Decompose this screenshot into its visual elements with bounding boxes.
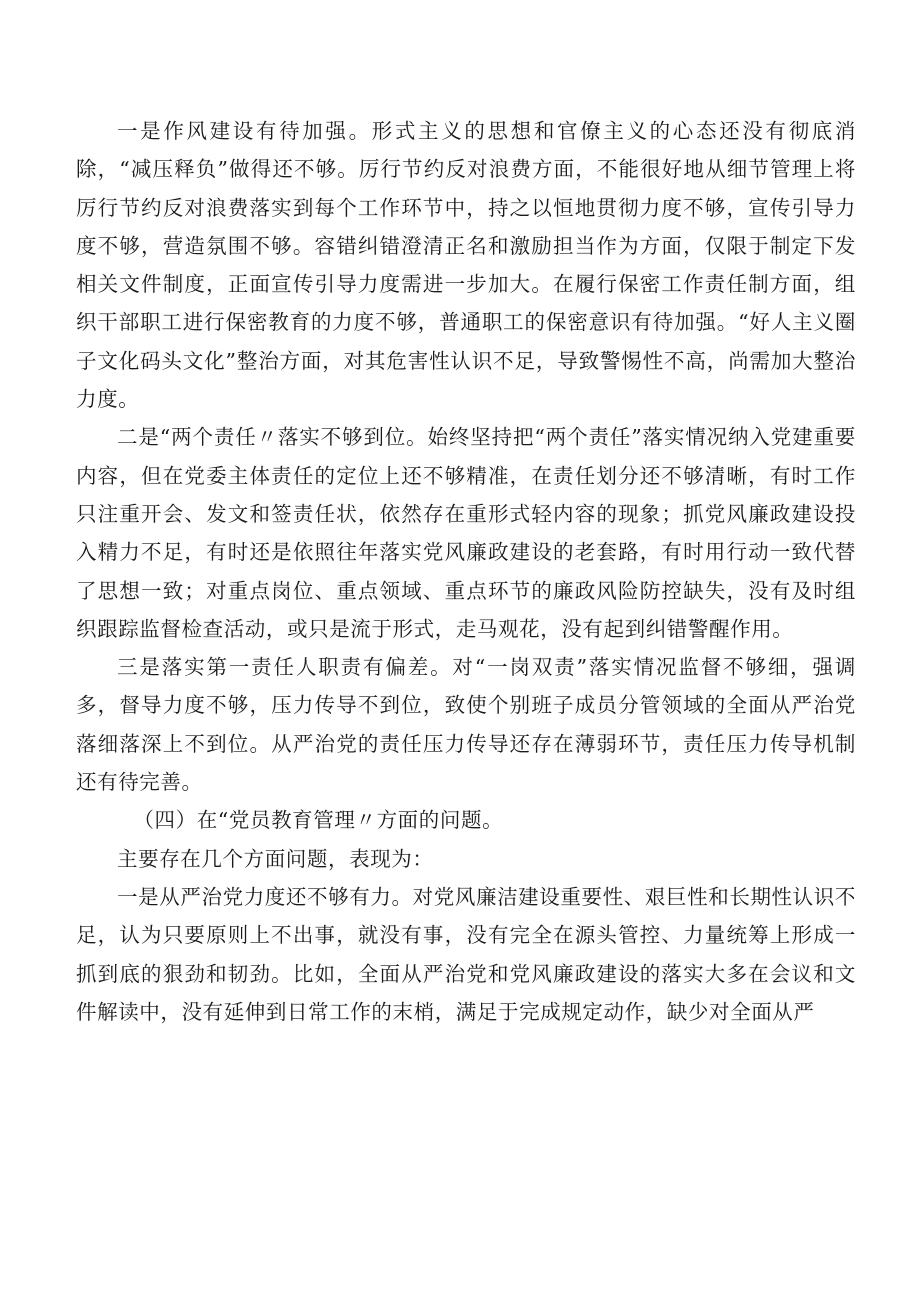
paragraph-main-issues-intro: 主要存在几个方面问题，表现为： — [117, 846, 434, 871]
paragraph-work-style: 一是作风建设有待加强。形式主义的思想和官僚主义的心态还没有彻底消除，“减压释负”做得还不够。厉行节约反对浪费方面，不能很好地从细节管理上将厉行节约反对浪费落实到每个工作环节中，持之以恒地贯彻力度不够，宣传引导力度不够，营造氛围不够。容错纠错澄清正名和激励担当作为方面，仅限于制定下发相关文件制度，正面宣传引导力度需进一步加大。在履行保密工作责任制方面，组织干部职工进行保密教育的力度不够，普通职工的保密意识有待加强。“好人主义圈子文化码头文化”整治方面，对其危害性认识不足，导致警惕性不高，尚需加大整治力度。 — [76, 119, 856, 412]
document-body — [76, 112, 856, 1031]
paragraph-strict-governance: 一是从严治党力度还不够有力。对党风廉洁建设重要性、艰巨性和长期性认识不足，认为只要原则上不出事，就没有事，没有完全在源头管控、力量统筹上形成一抓到底的狠劲和韧劲。比如，全面从严治党和党风廉政建设的落实大多在会议和文件解读中，没有延伸到日常工作的末梢，满足于完成规定动作，缺少对全面从严 — [76, 884, 856, 1024]
section-heading-party-member-education: （四）在“党员教育管理〃方面的问题。 — [133, 808, 504, 833]
paragraph-two-responsibilities: 二是“两个责任〃落实不够到位。始终坚持把“两个责任”落实情况纳入党建重要内容，但在党委主体责任的定位上还不够精准，在责任划分还不够清晰，有时工作只注重开会、发文和签责任状，依然存在重形式轻内容的现象；抓党风廉政建设投入精力不足，有时还是依照往年落实党风廉政建设的老套路，有时用行动一致代替了思想一致；对重点岗位、重点领域、重点环节的廉政风险防控缺失，没有及时组织跟踪监督检查活动，或只是流于形式，走马观花，没有起到纠错警醒作用。 — [76, 425, 856, 641]
paragraph-first-responsible-person: 三是落实第一责任人职责有偏差。对“一岗双责”落实情况监督不够细，强调多，督导力度不够，压力传导不到位，致使个别班子成员分管领域的全面从严治党落细落深上不到位。从严治党的责任压力传导还存在薄弱环节，责任压力传导机制还有待完善。 — [76, 655, 856, 795]
